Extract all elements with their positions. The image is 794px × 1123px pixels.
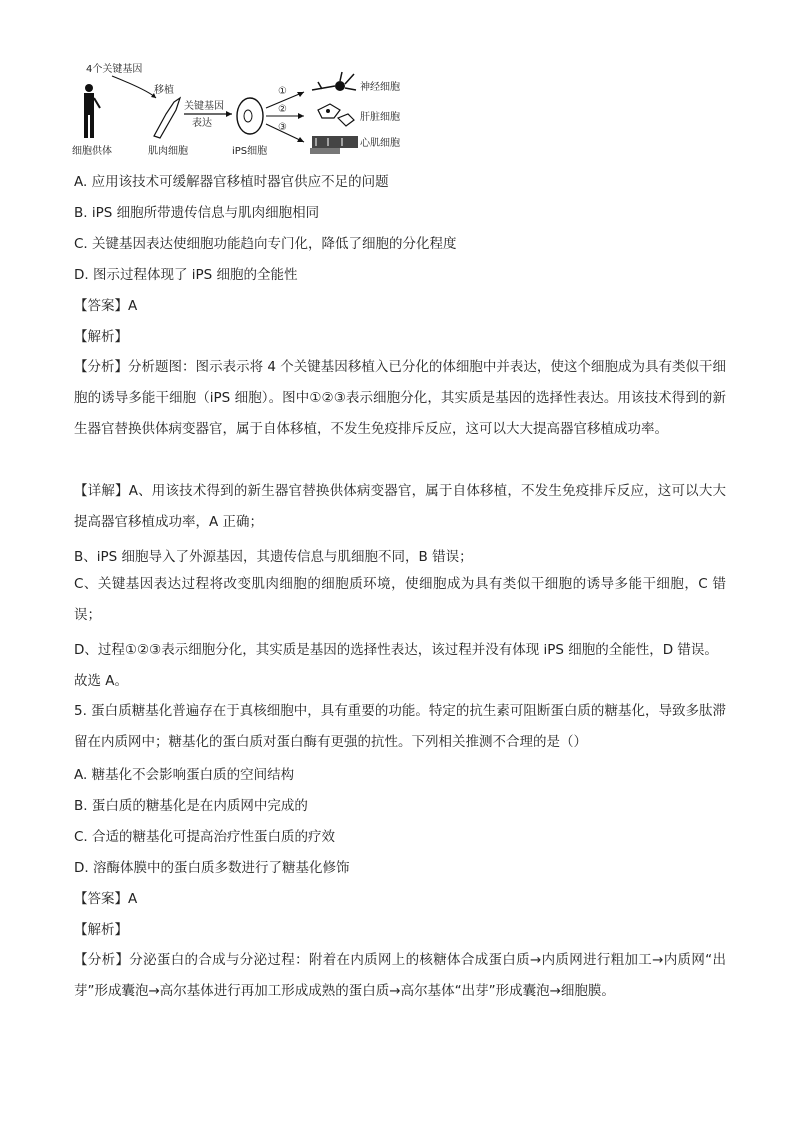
q4-option-a: A. 应用该技术可缓解器官移植时器官供应不足的问题 xyxy=(74,174,389,190)
neuron-cell-icon xyxy=(312,72,356,91)
neuron-label: 神经细胞 xyxy=(360,82,400,93)
q5-option-a: A. 糖基化不会影响蛋白质的空间结构 xyxy=(74,767,295,783)
liver-cell-icon xyxy=(318,104,354,126)
q4-detail-a: 【详解】A、用该技术得到的新生器官替换供体病变器官，属于自体移植，不发生免疫排斥反应，这可以大大提高器官移植成功率，A 正确； xyxy=(74,483,726,530)
q5-option-d: D. 溶酶体膜中的蛋白质多数进行了糖基化修饰 xyxy=(74,860,350,876)
q4-detail-d: D、过程①②③表示细胞分化，其实质是基因的选择性表达，该过程并没有体现 iPS 细胞的全能性，D 错误。 xyxy=(74,642,718,658)
heart-muscle-cell-icon xyxy=(310,136,358,154)
q5-stem: 5. 蛋白质糖基化普遍存在于真核细胞中，具有重要的功能。特定的抗生素可阻断蛋白质的糖基化，导致多肽滞留在内质网中；糖基化的蛋白质对蛋白酶有更强的抗性。下列相关推测不合理的是（） xyxy=(74,703,726,750)
q4-answer: 【答案】A xyxy=(74,298,138,314)
muscle-cell-icon xyxy=(154,98,180,138)
path-3-label: ③ xyxy=(278,122,287,133)
top-label: 4个关键基因 xyxy=(86,64,143,75)
ips-diagram xyxy=(72,62,422,162)
muscle-label: 肌肉细胞 xyxy=(148,146,188,157)
q4-option-c: C. 关键基因表达使细胞功能趋向专门化，降低了细胞的分化程度 xyxy=(74,236,457,252)
key-gene-label-1: 关键基因 xyxy=(184,101,224,112)
ips-label: iPS细胞 xyxy=(232,146,268,157)
ips-diagram-figure xyxy=(72,62,422,162)
path-1-label: ① xyxy=(278,86,287,97)
key-gene-label-2: 表达 xyxy=(192,118,212,129)
q4-detail-b: B、iPS 细胞导入了外源基因，其遗传信息与肌细胞不同，B 错误； xyxy=(74,549,473,565)
transfer-label: 移植 xyxy=(154,85,174,96)
q4-analysis-heading: 【解析】 xyxy=(74,329,128,345)
liver-label: 肝脏细胞 xyxy=(360,112,400,123)
q4-analysis-paragraph: 【分析】分析题图：图示表示将 4 个关键基因移植入已分化的体细胞中并表达，使这个细胞成为具有类似干细胞的诱导多能干细胞（iPS 细胞）。图中①②③表示细胞分化，其实质是基因的选择性表达。用该技术得到的新生器官替换供体病变器官，属于自体移植，不发生免疫排斥反应，这可以大大提高器官移植成功率。 xyxy=(74,359,726,437)
q4-option-d: D. 图示过程体现了 iPS 细胞的全能性 xyxy=(74,267,298,283)
donor-person-icon xyxy=(84,84,100,138)
path-2-label: ② xyxy=(278,104,287,115)
q5-option-c: C. 合适的糖基化可提高治疗性蛋白质的疗效 xyxy=(74,829,336,845)
q5-analysis-paragraph: 【分析】分泌蛋白的合成与分泌过程：附着在内质网上的核糖体合成蛋白质→内质网进行粗加工→内质网“出芽”形成囊泡→高尔基体进行再加工形成成熟的蛋白质→高尔基体“出芽”形成囊泡→细胞膜。 xyxy=(74,952,726,999)
q4-detail-c: C、关键基因表达过程将改变肌肉细胞的细胞质环境，使细胞成为具有类似干细胞的诱导多能干细胞，C 错误； xyxy=(74,576,726,623)
gene-arrow xyxy=(112,76,156,98)
q5-answer: 【答案】A xyxy=(74,891,138,907)
donor-label: 细胞供体 xyxy=(72,146,112,157)
q4-conclusion: 故选 A。 xyxy=(74,673,129,689)
q4-option-b: B. iPS 细胞所带遗传信息与肌肉细胞相同 xyxy=(74,205,320,221)
q5-option-b: B. 蛋白质的糖基化是在内质网中完成的 xyxy=(74,798,308,814)
q5-analysis-heading: 【解析】 xyxy=(74,922,128,938)
heart-label: 心肌细胞 xyxy=(360,138,400,149)
